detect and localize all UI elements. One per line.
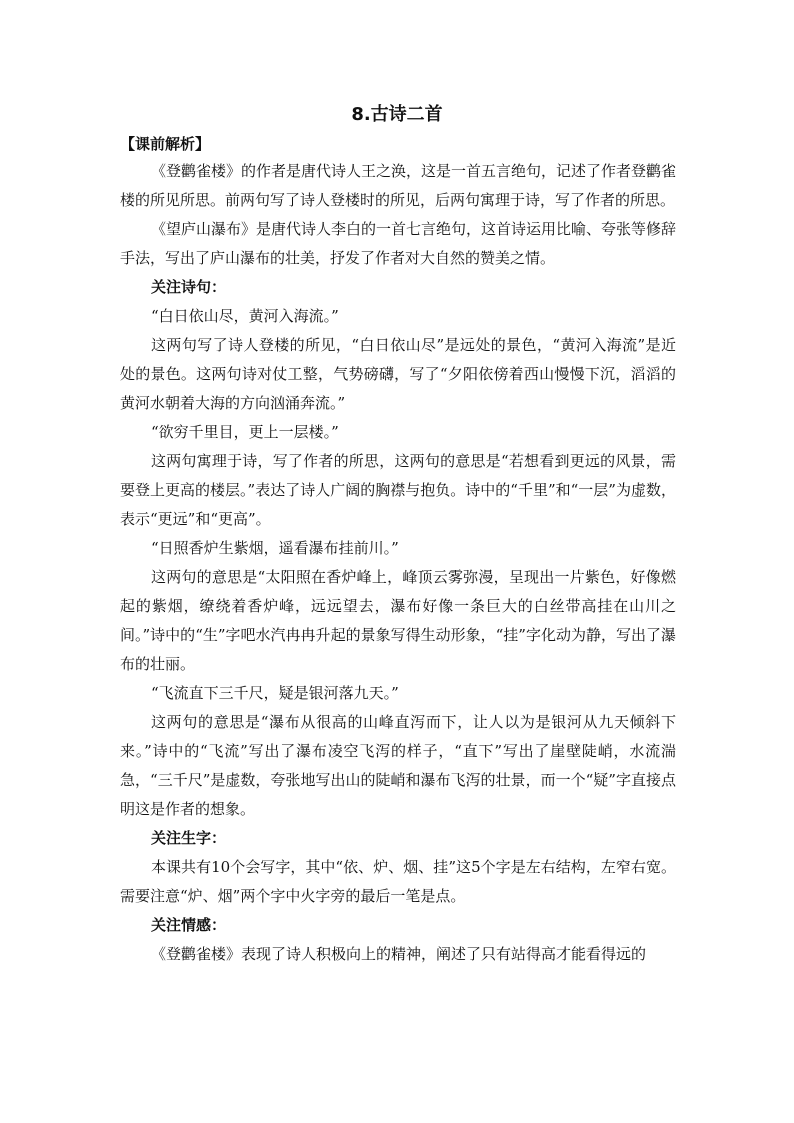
poem-quote-2: “欲穷千里目，更上一层楼。” [151,423,339,441]
intro-paragraph-1: 《登鹳雀楼》的作者是唐代诗人王之涣，这是一首五言绝句，记述了作者登鹳雀楼的所见所思。前两句写了诗人登楼时的所见，后两句寓理于诗，写了作者的所思。 [120,162,677,209]
explanation-2: 这两句寓理于诗，写了作者的所思，这两句的意思是“若想看到更远的风景，需要登上更高的楼层。”表达了诗人广阔的胸襟与抱负。诗中的“千里”和“一层”为虚数，表示“更远”和“更高”。 [120,452,676,528]
focus-emotion-heading: 关注情感： [151,916,227,934]
explanation-4: 这两句的意思是“瀑布从很高的山峰直泻而下，让人以为是银河从九天倾斜下来。”诗中的“飞流”写出了瀑布凌空飞泻的样子，“直下”写出了崖壁陡峭，水流湍急，“三千尺”是虚数，夸张地写出山的陡峭和瀑布飞泻的壮景，而一个“疑”字直接点明这是作者的想象。 [120,713,676,818]
intro-paragraph-2: 《望庐山瀑布》是唐代诗人李白的一首七言绝句，这首诗运用比喻、夸张等修辞手法，写出了庐山瀑布的壮美，抒发了作者对大自然的赞美之情。 [120,220,677,267]
focus-lines-heading: 关注诗句： [151,278,227,296]
poem-quote-3: “日照香炉生紫烟，遥看瀑布挂前川。” [151,539,399,557]
explanation-3: 这两句的意思是“太阳照在香炉峰上，峰顶云雾弥漫，呈现出一片紫色，好像燃起的紫烟，缭绕着香炉峰，远远望去，瀑布好像一条巨大的白丝带高挂在山川之间。”诗中的“生”字吧水汽冉冉升起的景象写得生动形象，“挂”字化动为静，写出了瀑布的壮丽。 [120,568,676,673]
chars-paragraph: 本课共有10个会写字，其中“依、炉、烟、挂”这5个字是左右结构，左窄右宽。需要注意“炉、烟”两个字中火字旁的最后一笔是点。 [120,858,676,905]
page-title: 8.古诗二首 [351,104,443,125]
emotion-paragraph: 《登鹳雀楼》表现了诗人积极向上的精神，阐述了只有站得高才能看得远的 [151,945,647,963]
document-body [120,157,676,969]
section-heading: 【课前解析】 [120,135,211,153]
poem-quote-1: “白日依山尽，黄河入海流。” [151,307,339,325]
poem-quote-4: “飞流直下三千尺，疑是银河落九天。” [151,684,399,702]
explanation-1: 这两句写了诗人登楼的所见，“白日依山尽”是远处的景色，“黄河入海流”是近处的景色。这两句诗对仗工整，气势磅礴，写了“夕阳依傍着西山慢慢下沉，滔滔的黄河水朝着大海的方向汹涌奔流。” [120,336,676,412]
focus-chars-heading: 关注生字： [151,829,227,847]
